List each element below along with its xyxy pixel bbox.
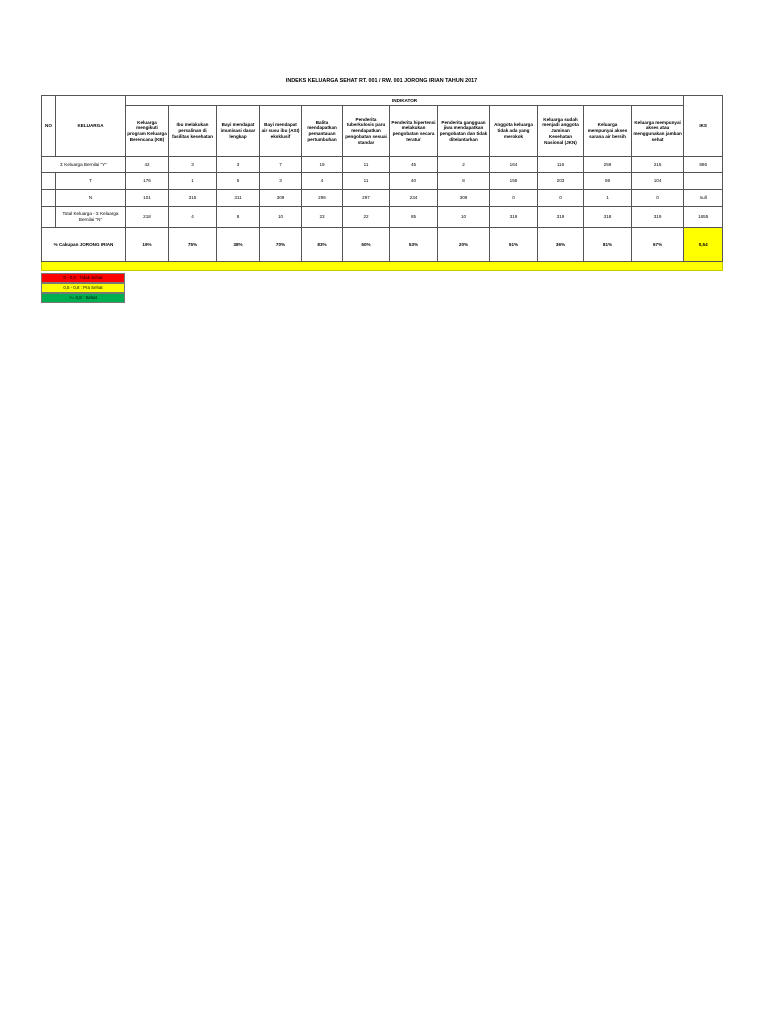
indicator-label: Keluarga sudah menjadi anggota Jaminan Kesehatan Nasional (JKN)	[538, 106, 584, 157]
indicator-label: Bayi mendapat imunisasi dasar lengkap	[217, 106, 260, 157]
value-cell: 19%	[126, 228, 169, 262]
indicator-label: Keluarga mempunyai akses sarana air bersih	[584, 106, 632, 157]
indicator-label: Bayi mendapat air susu ibu (ASI) eksklusif	[260, 106, 302, 157]
value-cell: 7	[260, 157, 302, 173]
value-cell: 3	[260, 173, 302, 190]
value-cell: 11	[343, 173, 390, 190]
value-cell: 116	[538, 157, 584, 173]
value-cell: 259	[584, 157, 632, 173]
indicator-table	[41, 95, 723, 271]
indicator-label: Keluarga mengikuti program Keluarga Berencana (KB)	[126, 106, 169, 157]
value-cell: 203	[538, 173, 584, 190]
indikator-header: INDIKATOR	[126, 96, 684, 106]
no-cell	[42, 190, 56, 207]
value-cell: 311	[217, 190, 260, 207]
table-row	[42, 173, 723, 190]
value-cell: 319	[632, 207, 684, 228]
report-title: INDEKS KELUARGA SEHAT RT. 001 / RW. 001 JORONG IRIAN TAHUN 2017	[285, 78, 478, 84]
value-cell: 10	[260, 207, 302, 228]
value-cell: 22	[343, 207, 390, 228]
value-cell: 104	[632, 173, 684, 190]
value-cell: 36%	[538, 228, 584, 262]
value-cell: 19	[302, 157, 343, 173]
value-cell: 45	[390, 157, 438, 173]
iks-cell	[684, 173, 723, 190]
value-cell: 309	[260, 190, 302, 207]
value-cell: 0	[632, 190, 684, 207]
value-cell: 67%	[632, 228, 684, 262]
value-cell: 8	[438, 173, 490, 190]
table-row	[42, 207, 723, 228]
value-cell: 3	[169, 157, 217, 173]
iks-cell: 0,54	[684, 228, 723, 262]
value-cell: 40	[390, 173, 438, 190]
value-cell: 234	[390, 190, 438, 207]
value-cell: 38%	[217, 228, 260, 262]
table-row	[42, 157, 723, 173]
indicator-label: Balita mendapatkan pemantauan pertumbuhan	[302, 106, 343, 157]
indicator-label: Ibu melakukan persalinan di fasilitas kesehatan	[169, 106, 217, 157]
value-cell: 1	[169, 173, 217, 190]
value-cell: 0	[538, 190, 584, 207]
value-cell: 215	[632, 157, 684, 173]
header-row	[42, 96, 723, 106]
keluarga-header: KELUARGA	[56, 96, 126, 157]
value-cell: 319	[490, 207, 538, 228]
row-label: Total Keluarga - Σ Keluarga Bernilai "N"	[56, 207, 126, 228]
legend-item: 0 - 0,5 : Tidak Sehat	[41, 273, 125, 283]
table-row	[42, 228, 723, 262]
value-cell: 53%	[390, 228, 438, 262]
value-cell: 20%	[438, 228, 490, 262]
value-cell: 309	[438, 190, 490, 207]
value-cell: 1	[584, 190, 632, 207]
value-cell: 5	[217, 173, 260, 190]
value-cell: 4	[169, 207, 217, 228]
indicator-label: Anggota keluarga tidak ada yang merokok	[490, 106, 538, 157]
row-label: Σ Keluarga Bernilai "Y"	[42, 157, 126, 173]
iks-cell: 1655	[684, 207, 723, 228]
legend-item: >= 0,8 : Sehat	[41, 293, 125, 303]
iks-cell: 886	[684, 157, 723, 173]
legend-item: 0,5 - 0,8 : Pra Sehat	[41, 283, 125, 293]
value-cell: 296	[302, 190, 343, 207]
value-cell: 83%	[302, 228, 343, 262]
highlight-strip	[42, 262, 723, 271]
indicator-label: Penderita hipertensi melakukan pengobatan secara teratur	[390, 106, 438, 157]
value-cell: 315	[169, 190, 217, 207]
row-label: N	[56, 190, 126, 207]
value-cell: 85	[390, 207, 438, 228]
table-row	[42, 190, 723, 207]
value-cell: 176	[126, 173, 169, 190]
value-cell: 8	[217, 207, 260, 228]
value-cell: 218	[126, 207, 169, 228]
indicator-label: Penderita tuberkulosis paru mendapatkan pengobatan sesuai standar	[343, 106, 390, 157]
no-cell	[42, 173, 56, 190]
value-cell: 318	[584, 207, 632, 228]
value-cell: 0	[490, 190, 538, 207]
value-cell: 10	[438, 207, 490, 228]
value-cell: 59	[584, 173, 632, 190]
value-cell: 51%	[490, 228, 538, 262]
iks-cell: null	[684, 190, 723, 207]
value-cell: 42	[126, 157, 169, 173]
value-cell: 155	[490, 173, 538, 190]
row-label: % Cakupan JORONG IRIAN	[42, 228, 126, 262]
indicator-label: Keluarga mempunyai akses atau menggunakan jamban sehat	[632, 106, 684, 157]
no-header: NO	[42, 96, 56, 157]
indicator-label-row	[42, 106, 723, 157]
value-cell: 101	[126, 190, 169, 207]
value-cell: 4	[302, 173, 343, 190]
value-cell: 23	[302, 207, 343, 228]
legend	[41, 273, 125, 303]
iks-header: IKS	[684, 96, 723, 157]
no-cell	[42, 207, 56, 228]
value-cell: 81%	[584, 228, 632, 262]
indicator-label: Penderita gangguan jiwa mendapatkan pengobatan dan tidak ditelantarkan	[438, 106, 490, 157]
value-cell: 11	[343, 157, 390, 173]
value-cell: 50%	[343, 228, 390, 262]
value-cell: 164	[490, 157, 538, 173]
value-cell: 3	[217, 157, 260, 173]
value-cell: 75%	[169, 228, 217, 262]
value-cell: 2	[438, 157, 490, 173]
value-cell: 319	[538, 207, 584, 228]
row-label: T	[56, 173, 126, 190]
value-cell: 70%	[260, 228, 302, 262]
strip-cell	[42, 262, 723, 271]
value-cell: 297	[343, 190, 390, 207]
